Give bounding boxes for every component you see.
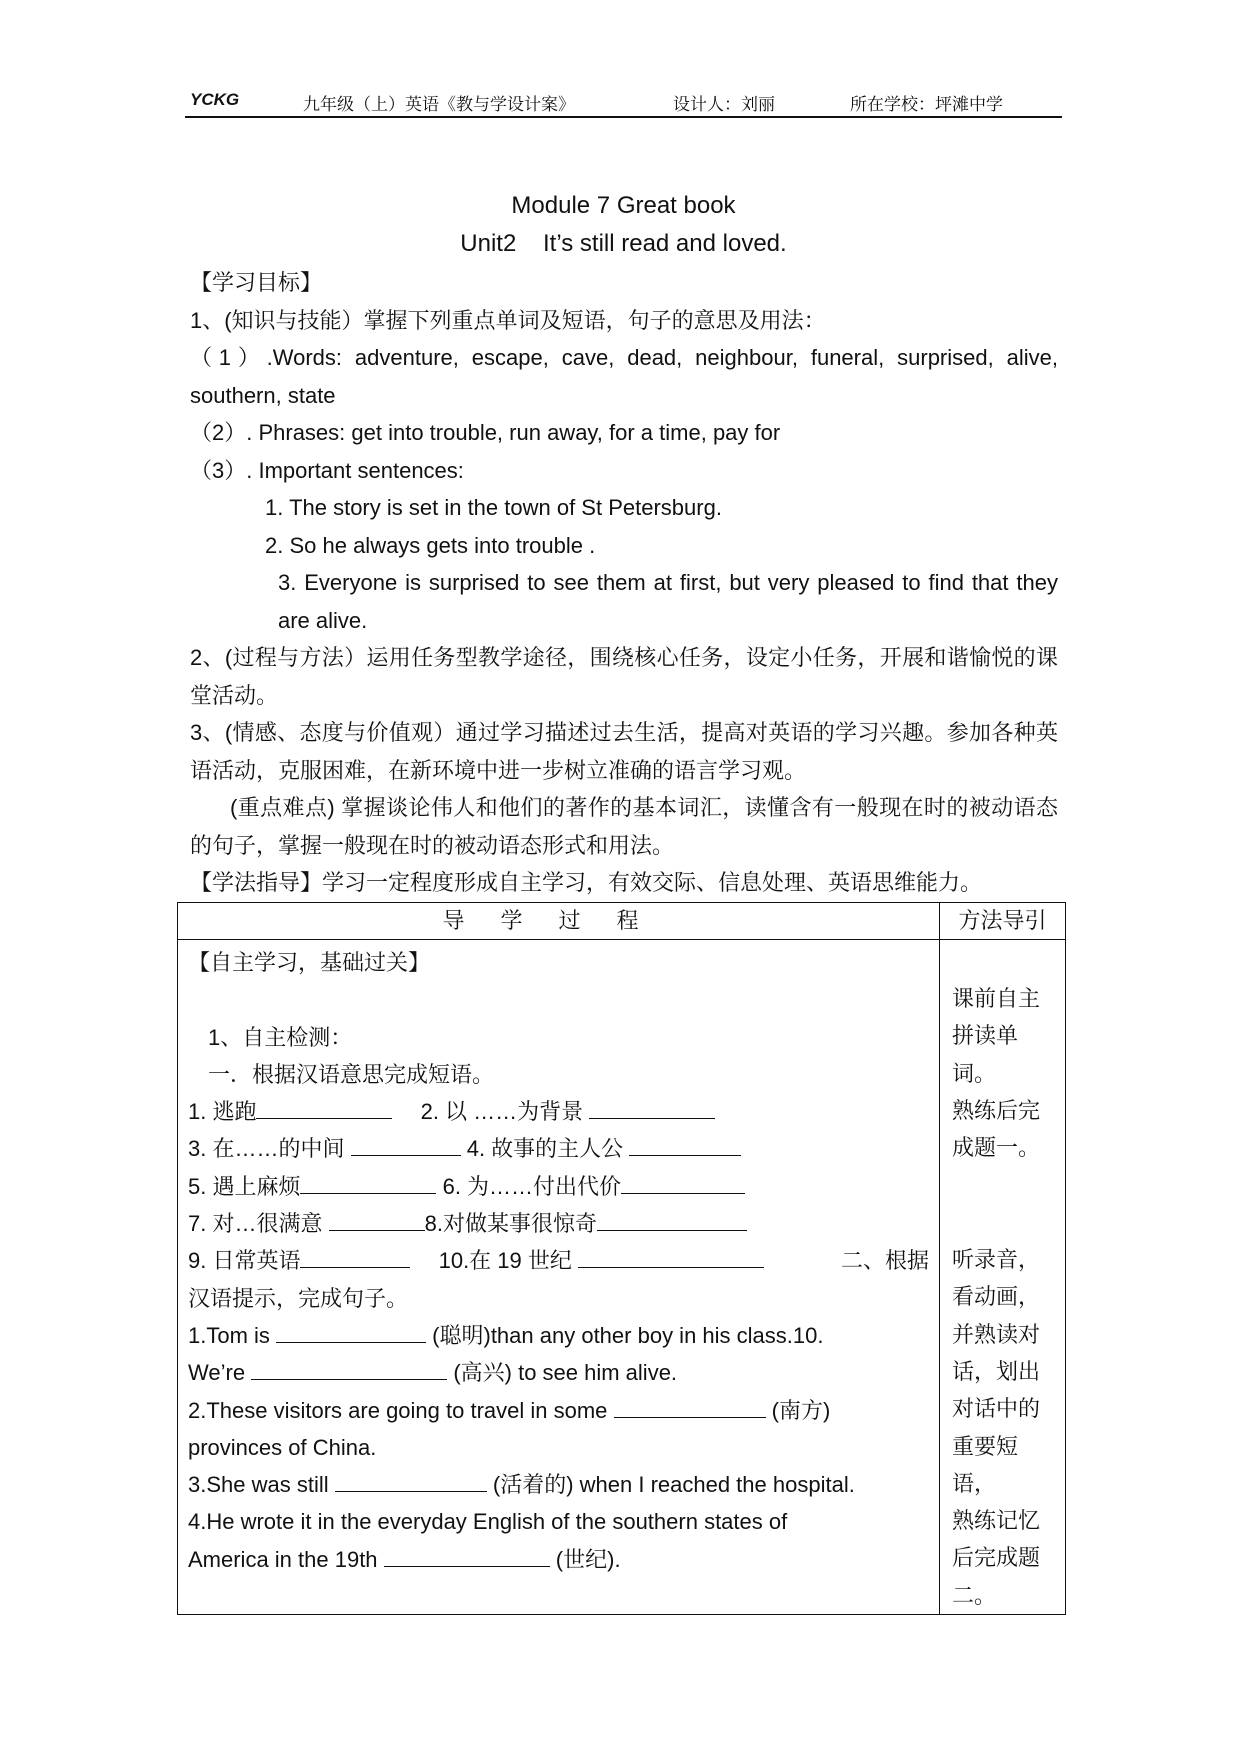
part1-title: 一．根据汉语意思完成短语。 [208,1061,495,1087]
s3-part-b: (活着的) when I reached the hospital. [492,1472,855,1498]
method-note: 听录音， [952,1247,1041,1273]
table-header-row [178,903,1066,940]
sentence-exercise-1-cont [188,1354,929,1391]
objective-sentences-label: （3）. Important sentences: [190,457,464,483]
sentence-3-text: 3. Everyone is surprised to see them at first, but very pleased to find that they are alive. [278,570,1058,633]
method-note: 拼读单词。 [952,1023,1019,1086]
phrase-item: 6. 为……付出代价 [442,1173,622,1199]
s3-part-a: 3.She was still [188,1472,329,1498]
phrase-row [188,1168,929,1205]
answer-blank[interactable] [614,1393,766,1418]
phrase-item: 9. 日常英语 [188,1248,301,1274]
phrase-item: 1. 逃跑 [188,1099,257,1125]
key-points: (重点难点) 掌握谈论伟人和他们的著作的基本词汇，读懂含有一般现在时的被动语态的句子，掌握一般现在时的被动语态形式和用法。 [190,795,1058,858]
s1-part-a: 1.Tom is [188,1322,270,1348]
method-note: 并熟读对 [952,1321,1041,1347]
sentence-exercise-4-cont [188,1541,929,1578]
module-title: Module 7 Great book [511,192,736,219]
answer-blank[interactable] [335,1467,487,1492]
method-note: 课前自主 [952,986,1041,1011]
s1-part-d: (高兴) to see him alive. [453,1360,678,1386]
method-note: 对话中的 [952,1396,1041,1422]
method-header: 方法导引 [940,903,1066,940]
header-school: 所在学校：坪滩中学 [850,95,1003,115]
part2-title: 汉语提示，完成句子。 [188,1285,409,1311]
section-title: 【自主学习，基础过关】 [188,950,431,975]
table-body-row [178,940,1066,1615]
sentence-3 [190,564,1058,639]
s1-part-c: We’re [188,1360,246,1386]
phrase-row [188,1242,929,1279]
answer-blank[interactable] [384,1542,550,1567]
self-check-label: 1、自主检测： [208,1024,353,1050]
answer-blank[interactable] [300,1243,410,1268]
phrase-item: 4. 故事的主人公 [466,1136,624,1162]
phrase-item: 5. 遇上麻烦 [188,1173,301,1199]
method-note: 成题一。 [952,1135,1041,1161]
answer-blank[interactable] [629,1131,741,1156]
objective-phrases: （2）. Phrases: get into trouble, run away, for a time, pay for [190,420,781,445]
s4-part-b: America in the 19th [188,1546,378,1572]
phrase-row [188,1093,929,1130]
process-header: 导学过程 [178,903,940,940]
method-note: 话，划出 [952,1358,1041,1384]
phrase-item: 8.对做某事很惊奇 [424,1211,597,1237]
phrase-item: 3. 在……的中间 [188,1136,345,1162]
objective-words: （1）.Words: adventure, escape, cave, dead, neighbour, funeral, surprised, alive, southern, state [190,345,1058,408]
objective-3: 3、(情感、态度与价值观）通过学习描述过去生活，提高对英语的学习兴趣。参加各种英语活动，克服困难，在新环境中进一步树立准确的语言学习观。 [190,720,1058,783]
header-title: 九年级（上）英语《教与学设计案》 [303,95,575,115]
learning-process-table [177,902,1066,1615]
method-note: 看动画， [952,1284,1041,1310]
sentence-1: 1. The story is set in the town of St Petersburg. [265,495,722,520]
answer-blank[interactable] [256,1094,392,1119]
phrase-row [188,1130,929,1167]
header-code: YCKG [190,90,240,109]
unit-title: Unit2 It’s still read and loved. [460,230,787,257]
answer-blank[interactable] [329,1206,425,1231]
answer-blank[interactable] [578,1243,764,1268]
method-cell [940,940,1066,1615]
method-note: 二。 [952,1582,997,1608]
answer-blank[interactable] [351,1131,461,1156]
sentence-exercise-4: 4.He wrote it in the everyday English of the southern states of [188,1509,788,1535]
method-note: 熟练后完 [952,1097,1041,1123]
method-note: 后完成题 [952,1545,1041,1571]
sentence-exercise-3 [188,1466,929,1503]
part2-title-start: 二、根据 [840,1248,929,1274]
objectives-heading: 【学习目标】 [190,270,323,295]
phrase-row [188,1205,929,1242]
answer-blank[interactable] [621,1169,745,1194]
sentence-exercise-1 [188,1317,929,1354]
page-header [185,90,1062,118]
process-cell [178,940,940,1615]
method-guidance: 【学法指导】学习一定程度形成自主学习，有效交际、信息处理、英语思维能力。 [190,870,983,895]
s2-part-b: (南方) [771,1397,831,1423]
phrase-item: 2. 以 ……为背景 [420,1099,584,1125]
objective-2: 2、(过程与方法）运用任务型教学途径，围绕核心任务，设定小任务，开展和谐愉悦的课堂活动。 [190,645,1058,708]
objectives-section [190,264,1058,902]
s1-part-b: (聪明)than any other boy in his class.10. [432,1322,824,1348]
answer-blank[interactable] [597,1206,747,1231]
method-note: 重要短语， [952,1433,1019,1496]
sentence-exercise-2 [188,1392,929,1429]
method-note: 熟练记忆 [952,1508,1041,1534]
phrase-item: 10.在 19 世纪 [438,1248,572,1274]
answer-blank[interactable] [251,1355,447,1380]
objective-1: 1、(知识与技能）掌握下列重点单词及短语，句子的意思及用法： [190,307,826,333]
s4-part-c: (世纪). [555,1546,621,1572]
sentence-2: 2. So he always gets into trouble . [265,532,596,558]
s2-part-a: 2.These visitors are going to travel in some [188,1397,608,1423]
answer-blank[interactable] [300,1169,436,1194]
header-designer: 设计人：刘丽 [673,95,775,115]
answer-blank[interactable] [276,1318,426,1343]
sentence-exercise-2-cont: provinces of China. [188,1434,377,1460]
answer-blank[interactable] [589,1094,715,1119]
phrase-item: 7. 对…很满意 [188,1211,323,1237]
